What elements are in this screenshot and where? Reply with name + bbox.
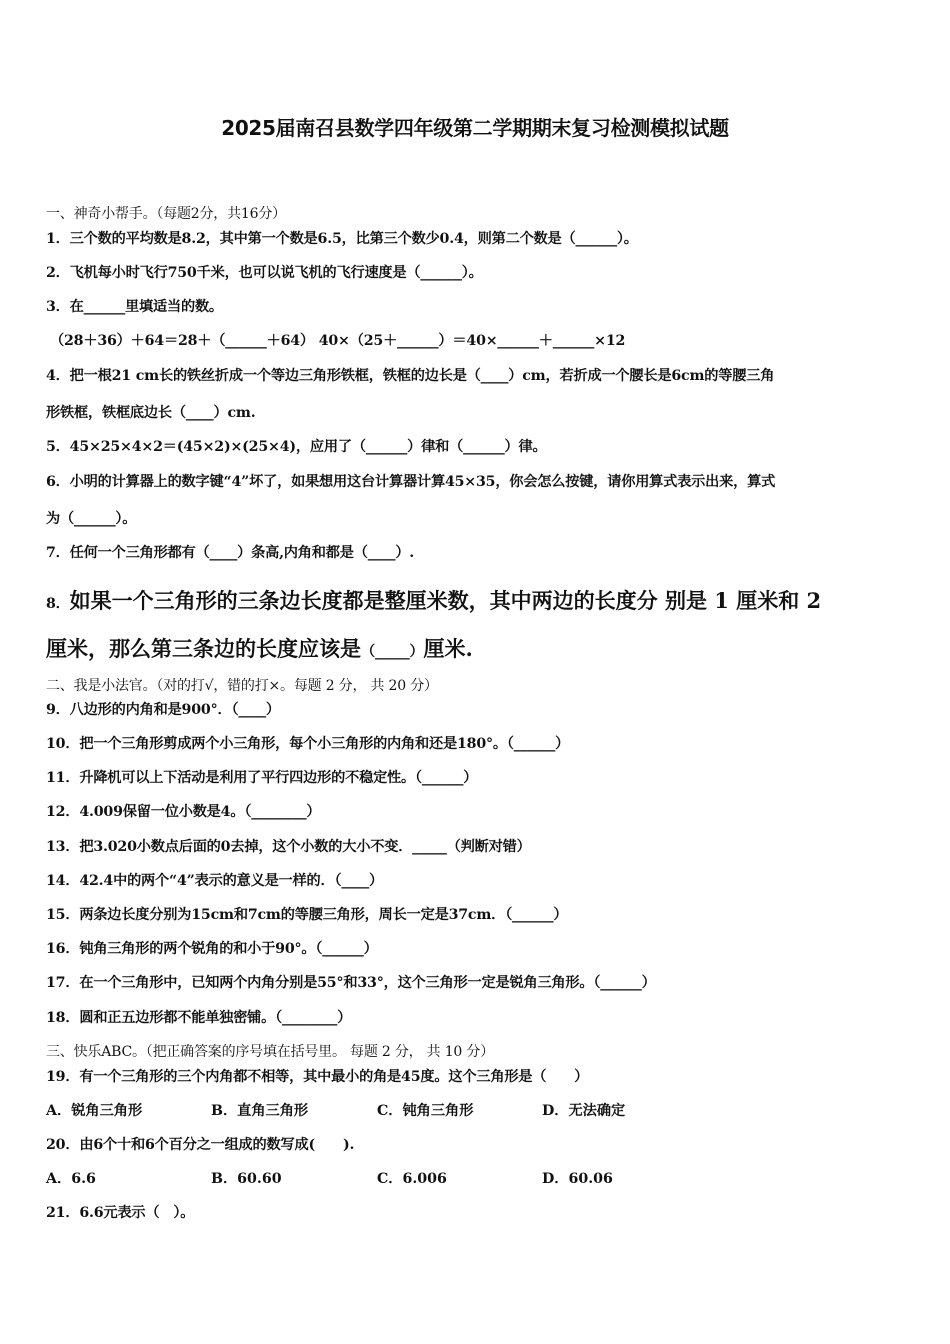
question-4-line-2: 形铁框，铁框底边长（____）cm. — [46, 405, 256, 421]
question-8-line-1 — [46, 585, 821, 615]
question-17: 17．在一个三角形中，已知两个内角分别是55°和33°，这个三角形一定是锐角三角形。（______） — [46, 975, 656, 991]
question-9: 9．八边形的内角和是900°．（____） — [46, 702, 280, 718]
q19-option-a: A．锐角三角形 — [46, 1103, 143, 1119]
question-16: 16．钝角三角形的两个锐角的和小于90°。（______） — [46, 941, 378, 957]
q20-option-a: A．6.6 — [46, 1171, 96, 1187]
question-5: 5．45×25×4×2＝(45×2)×(25×4)，应用了（______）律和（______）律。 — [46, 439, 547, 455]
question-3: 3．在______里填适当的数。 — [46, 299, 223, 315]
q19-option-d: D．无法确定 — [542, 1103, 626, 1119]
question-8-text-3: 厘米. — [423, 636, 473, 661]
question-13: 13．把3.020小数点后面的0去掉，这个小数的大小不变．_____（判断对错） — [46, 839, 531, 855]
question-1: 1．三个数的平均数是8.2，其中第一个数是6.5，比第三个数少0.4，则第二个数是（______）。 — [46, 231, 638, 247]
question-7: 7．任何一个三角形都有（____）条高,内角和都是（____）. — [46, 545, 415, 561]
question-3-equations: （28＋36）＋64＝28＋（______＋64） 40×（25＋______）＝40×______＋______×12 — [50, 333, 626, 349]
q19-option-b: B．直角三角形 — [211, 1103, 309, 1119]
question-18: 18．圆和正五边形都不能单独密铺。（________） — [46, 1010, 352, 1026]
question-8-text-2: 厘米，那么第三条边的长度应该是 — [46, 636, 361, 661]
page-title: 2025届南召县数学四年级第二学期期末复习检测模拟试题 — [221, 116, 729, 140]
question-8-text-1: 如果一个三角形的三条边长度都是整厘米数，其中两边的长度分 别是 1 厘米和 2 — [69, 588, 822, 613]
question-8-line-2 — [46, 633, 473, 663]
section-3-heading: 三、快乐ABC。（把正确答案的序号填在括号里。 每题 2 分， 共 10 分） — [46, 1044, 494, 1060]
section-1-heading: 一、神奇小帮手。（每题2分，共16分） — [46, 206, 286, 222]
question-2: 2．飞机每小时飞行750千米，也可以说飞机的飞行速度是（______）。 — [46, 265, 483, 281]
question-11: 11．升降机可以上下活动是利用了平行四边形的不稳定性。（______） — [46, 770, 478, 786]
q19-option-c: C．钝角三角形 — [377, 1103, 474, 1119]
question-6-line-2: 为（______）。 — [46, 511, 137, 527]
question-8-blank: （_____） — [361, 644, 424, 660]
question-21: 21．6.6元表示（ ）。 — [46, 1205, 195, 1221]
question-6-line-1: 6．小明的计算器上的数字键“4”坏了，如果想用这台计算器计算45×35，你会怎么按键，请你用算式表示出来，算式 — [46, 474, 776, 490]
question-10: 10．把一个三角形剪成两个小三角形，每个小三角形的内角和还是180°。（______） — [46, 736, 570, 752]
q20-option-b: B．60.60 — [211, 1171, 282, 1187]
question-4-line-1: 4．把一根21 cm长的铁丝折成一个等边三角形铁框，铁框的边长是（____）cm，若折成一个腰长是6cm的等腰三角 — [46, 368, 775, 384]
question-15: 15．两条边长度分别为15cm和7cm的等腰三角形，周长一定是37cm．（______） — [46, 907, 568, 923]
q20-option-d: D．60.06 — [542, 1171, 613, 1187]
q20-option-c: C．6.006 — [377, 1171, 447, 1187]
question-12: 12．4.009保留一位小数是4。（________） — [46, 804, 321, 820]
question-19: 19．有一个三角形的三个内角都不相等，其中最小的角是45度。这个三角形是（ ） — [46, 1069, 589, 1085]
question-8-number: 8． — [46, 596, 70, 612]
section-2-heading: 二、我是小法官。（对的打√，错的打×。每题 2 分， 共 20 分） — [46, 678, 438, 694]
question-20: 20．由6个十和6个百分之一组成的数写成( ). — [46, 1137, 355, 1153]
question-14: 14．42.4中的两个“4”表示的意义是一样的．（____） — [46, 873, 383, 889]
